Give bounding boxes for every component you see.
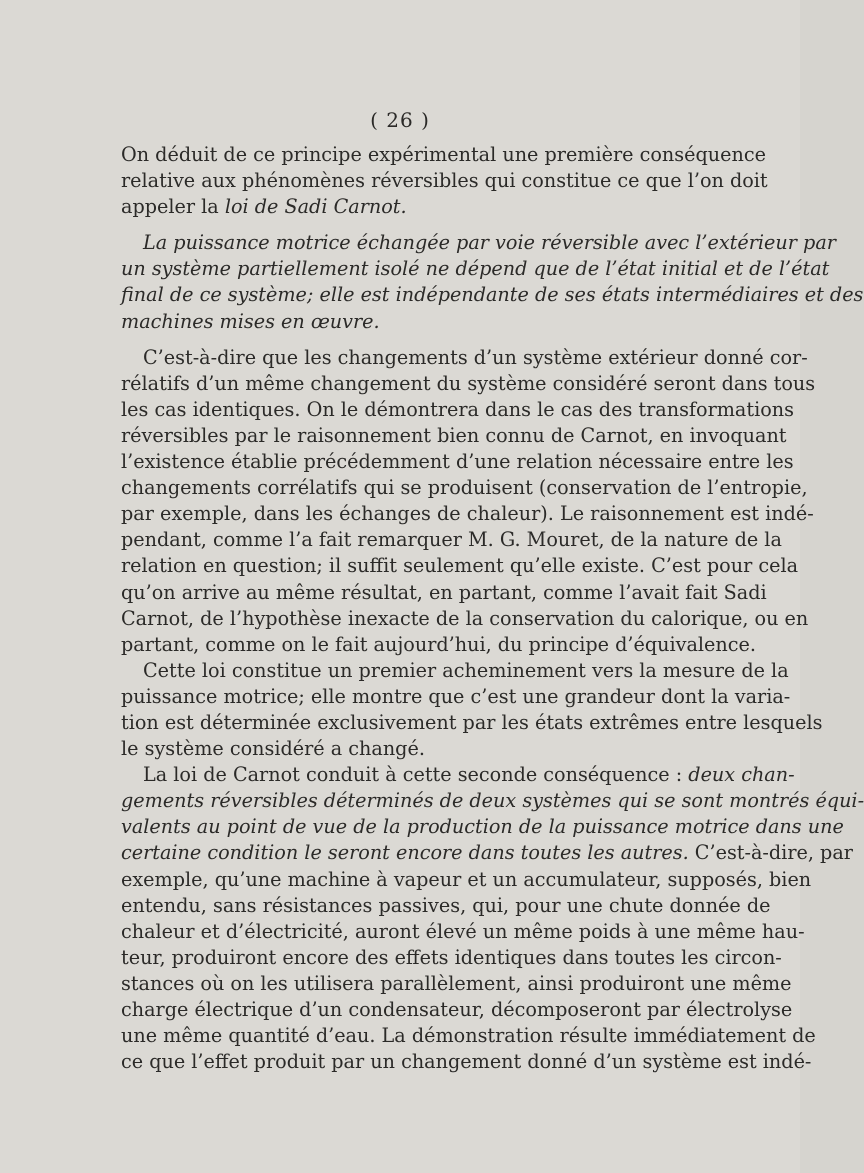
text-line xyxy=(121,658,789,684)
text-span: pendant, comme l’a fait remarquer M. G. Mouret, de la nature de la xyxy=(121,528,782,552)
text-line xyxy=(121,168,768,194)
text-line xyxy=(121,397,794,423)
text-line xyxy=(121,527,782,553)
text-line xyxy=(121,282,864,308)
text-line xyxy=(121,606,809,632)
text-span: changements corrélatifs qui se produisent (conservation de l’entropie, xyxy=(121,476,808,500)
text-span: le système considéré a changé. xyxy=(121,737,425,761)
page-number: ( 26 ) xyxy=(370,108,430,132)
paragraph-gap xyxy=(121,220,725,230)
text-span: rélatifs d’un même changement du système considéré seront dans tous xyxy=(121,371,816,395)
italic-text: final de ce système; elle est indépendante de ses états intermédiaires et des xyxy=(121,283,864,307)
text-span: une même quantité d’eau. La démonstration résulte immédiatement de xyxy=(121,1024,816,1048)
text-line xyxy=(121,814,844,840)
text-line xyxy=(121,632,756,658)
text-span: partant, comme on le fait aujourd’hui, du principe d’équivalence. xyxy=(121,632,756,656)
text-line xyxy=(121,840,853,866)
text-span: charge électrique d’un condensateur, décomposeront par électrolyse xyxy=(121,998,793,1021)
italic-text: gements réversibles déterminés de deux systèmes qui se sont montrés équi- xyxy=(121,789,864,813)
text-span: entendu, sans résistances passives, qui, pour une chute donnée de xyxy=(121,893,771,917)
text-line xyxy=(121,449,794,475)
text-line xyxy=(121,762,795,788)
text-span: réversibles par le raisonnement bien connu de Carnot, en invoquant xyxy=(121,423,787,447)
text-line xyxy=(121,971,792,997)
text-line xyxy=(121,710,823,736)
text-line xyxy=(121,997,793,1023)
paragraph xyxy=(121,345,816,658)
text-line xyxy=(121,423,787,449)
text-line xyxy=(121,345,808,371)
text-span: par exemple, dans les échanges de chaleur). Le raisonnement est indé- xyxy=(121,502,814,526)
paragraph xyxy=(121,142,768,220)
text-line xyxy=(121,230,836,256)
italic-text: certaine condition le seront encore dans toutes les autres. xyxy=(121,841,689,865)
text-span: On déduit de ce principe expérimental une première conséquence xyxy=(121,143,766,166)
text-line xyxy=(121,684,791,710)
italic-text: un système partiellement isolé ne dépend que de l’état initial et de l’état xyxy=(121,257,830,281)
paragraph-gap xyxy=(121,335,725,345)
text-line xyxy=(121,1049,812,1075)
text-line xyxy=(121,194,725,220)
body-text xyxy=(121,142,864,1075)
text-line xyxy=(121,309,725,335)
text-span: qu’on arrive au même résultat, en partant, comme l’avait fait Sadi xyxy=(121,580,767,604)
text-line xyxy=(121,371,816,397)
text-line xyxy=(121,142,766,168)
italic-text: machines mises en œuvre. xyxy=(121,309,380,333)
text-line xyxy=(121,1023,816,1049)
text-span: C’est-à-dire que les changements d’un système extérieur donné cor- xyxy=(143,345,808,369)
text-span: Carnot, de l’hypothèse inexacte de la conservation du calorique, ou en xyxy=(121,606,809,630)
text-span: relation en question; il suffit seulement qu’elle existe. C’est pour cela xyxy=(121,554,799,578)
text-line xyxy=(121,553,799,579)
text-line xyxy=(121,945,782,971)
text-span: Cette loi constitue un premier acheminement vers la mesure de la xyxy=(143,658,789,682)
text-line xyxy=(121,788,864,814)
text-line xyxy=(121,736,725,762)
text-line xyxy=(121,256,830,282)
text-line xyxy=(121,580,767,606)
italic-text: deux chan- xyxy=(688,763,795,787)
text-line xyxy=(121,501,814,527)
text-span: La loi de Carnot conduit à cette seconde conséquence : xyxy=(143,763,689,787)
text-span: stances où on les utilisera parallèlement, ainsi produiront une même xyxy=(121,971,792,995)
italic-text: La puissance motrice échangée par voie réversible avec l’extérieur par xyxy=(143,231,836,255)
text-line xyxy=(121,893,771,919)
text-span: chaleur et d’électricité, auront élevé un même poids à une même hau- xyxy=(121,919,805,943)
text-span: appeler la xyxy=(121,195,225,219)
italic-text: valents au point de vue de la production de la puissance motrice dans une xyxy=(121,815,844,839)
text-span: puissance motrice; elle montre que c’est une grandeur dont la varia- xyxy=(121,684,791,708)
text-line xyxy=(121,919,805,945)
text-span: ce que l’effet produit par un changement donné d’un système est indé- xyxy=(121,1050,812,1074)
text-span: relative aux phénomènes réversibles qui constitue ce que l’on doit xyxy=(121,169,768,193)
text-span: teur, produiront encore des effets identiques dans toutes les circon- xyxy=(121,945,782,969)
paragraph xyxy=(121,230,864,334)
text-span: l’existence établie précédemment d’une relation nécessaire entre les xyxy=(121,450,794,474)
text-span: exemple, qu’une machine à vapeur et un accumulateur, supposés, bien xyxy=(121,867,812,891)
text-span: les cas identiques. On le démontrera dans le cas des transformations xyxy=(121,397,794,421)
paragraph xyxy=(121,762,864,1075)
italic-text: loi de Sadi Carnot. xyxy=(224,195,407,219)
paragraph xyxy=(121,658,823,762)
text-line xyxy=(121,867,812,893)
text-line xyxy=(121,475,808,501)
text-span: C’est-à-dire, par xyxy=(688,841,853,865)
text-span: tion est déterminée exclusivement par les états extrêmes entre lesquels xyxy=(121,710,823,734)
